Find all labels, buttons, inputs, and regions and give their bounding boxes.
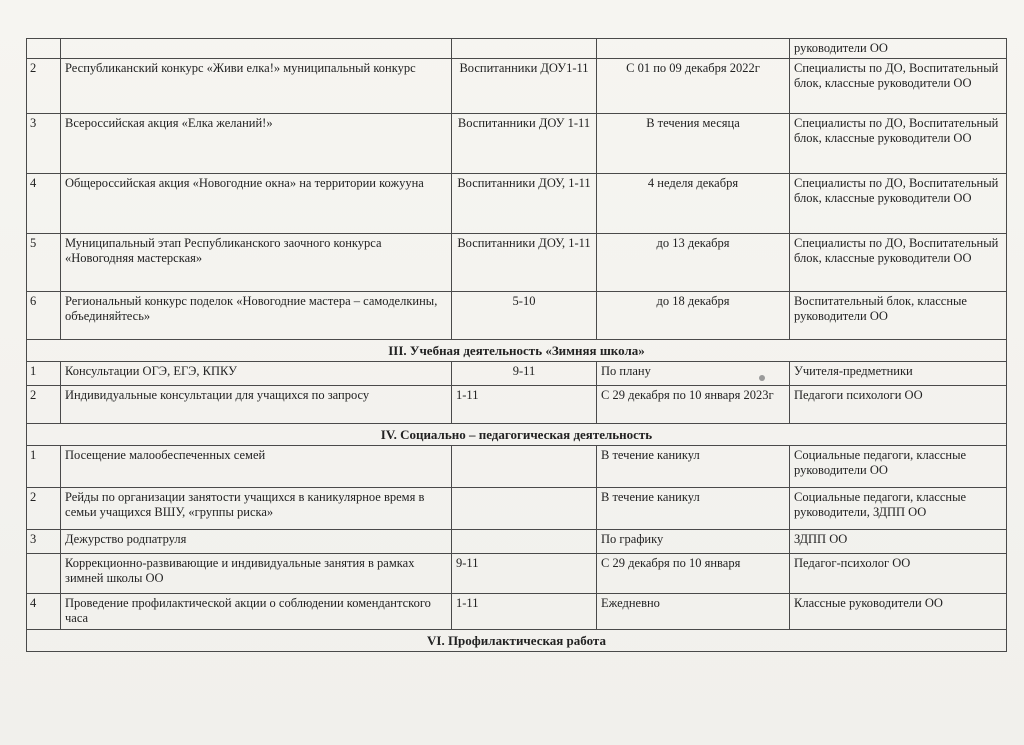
- cell-num: 1: [27, 446, 61, 488]
- cell-resp: Специалисты по ДО, Воспитательный блок, классные руководители ОО: [790, 234, 1007, 292]
- cell-participants: 9-11: [452, 554, 597, 594]
- cell-name: Региональный конкурс поделок «Новогодние мастера – самоделкины, объединяйтесь»: [61, 292, 452, 340]
- cell-num: 4: [27, 174, 61, 234]
- cell-num: 1: [27, 362, 61, 386]
- cell-participants: 1-11: [452, 594, 597, 630]
- table-row: [27, 114, 1007, 174]
- cell-name: Консультации ОГЭ, ЕГЭ, КПКУ: [61, 362, 452, 386]
- section-title: III. Учебная деятельность «Зимняя школа»: [27, 340, 1007, 362]
- cell-participants: Воспитанники ДОУ, 1-11: [452, 174, 597, 234]
- cell-num: 4: [27, 594, 61, 630]
- cell-name: Республиканский конкурс «Живи елка!» муниципальный конкурс: [61, 59, 452, 114]
- table-row: [27, 292, 1007, 340]
- cell-resp: Педагог-психолог ОО: [790, 554, 1007, 594]
- cell-participants: 9-11: [452, 362, 597, 386]
- cell-date: С 29 декабря по 10 января 2023г: [597, 386, 790, 424]
- cell-date: В течение каникул: [597, 488, 790, 530]
- cell-resp: Учителя-предметники: [790, 362, 1007, 386]
- cell-name: Индивидуальные консультации для учащихся по запросу: [61, 386, 452, 424]
- cell-participants: 1-11: [452, 386, 597, 424]
- cell-participants: [452, 488, 597, 530]
- table-row: [27, 530, 1007, 554]
- section-title: VI. Профилактическая работа: [27, 630, 1007, 652]
- table-row: [27, 59, 1007, 114]
- section-header: [27, 630, 1007, 652]
- cell-participants: Воспитанники ДОУ, 1-11: [452, 234, 597, 292]
- cell-date: С 29 декабря по 10 января: [597, 554, 790, 594]
- cell-date: Ежедневно: [597, 594, 790, 630]
- section-title: IV. Социально – педагогическая деятельность: [27, 424, 1007, 446]
- cell-num: 6: [27, 292, 61, 340]
- cell-num: 5: [27, 234, 61, 292]
- cell-participants: [452, 530, 597, 554]
- cell-date: до 13 декабря: [597, 234, 790, 292]
- cell-resp: Классные руководители ОО: [790, 594, 1007, 630]
- cell-name: Рейды по организации занятости учащихся в каникулярное время в семьи учащихся ВШУ, «группы риска»: [61, 488, 452, 530]
- cell-resp: ЗДПП ОО: [790, 530, 1007, 554]
- cell-resp: Социальные педагоги, классные руководители ОО: [790, 446, 1007, 488]
- events-table: [26, 38, 1007, 652]
- cell-resp: Специалисты по ДО, Воспитательный блок, классные руководители ОО: [790, 59, 1007, 114]
- cell-participants: [452, 446, 597, 488]
- table-row: [27, 554, 1007, 594]
- cell-resp: Специалисты по ДО, Воспитательный блок, классные руководители ОО: [790, 114, 1007, 174]
- cell-name: Общероссийская акция «Новогодние окна» на территории кожууна: [61, 174, 452, 234]
- cell-date: В течения месяца: [597, 114, 790, 174]
- section-header: [27, 340, 1007, 362]
- cell-num: 3: [27, 114, 61, 174]
- table-row: [27, 594, 1007, 630]
- cell-participants: Воспитанники ДОУ1-11: [452, 59, 597, 114]
- cell-participants: 5-10: [452, 292, 597, 340]
- cell-name: Всероссийская акция «Елка желаний!»: [61, 114, 452, 174]
- cell-participants: Воспитанники ДОУ 1-11: [452, 114, 597, 174]
- cell-num: 2: [27, 59, 61, 114]
- cell-resp: Социальные педагоги, классные руководители, ЗДПП ОО: [790, 488, 1007, 530]
- cell-name: Дежурство родпатруля: [61, 530, 452, 554]
- cell-date: В течение каникул: [597, 446, 790, 488]
- cell-date: до 18 декабря: [597, 292, 790, 340]
- table-row: [27, 446, 1007, 488]
- cell-name: Проведение профилактической акции о соблюдении комендантского часа: [61, 594, 452, 630]
- cell-resp: Педагоги психологи ОО: [790, 386, 1007, 424]
- section-header: [27, 424, 1007, 446]
- cell-resp: Специалисты по ДО, Воспитательный блок, классные руководители ОО: [790, 174, 1007, 234]
- cell-resp: Воспитательный блок, классные руководители ОО: [790, 292, 1007, 340]
- cell-num: 2: [27, 386, 61, 424]
- cell-date: По графику: [597, 530, 790, 554]
- cell-name: Коррекционно-развивающие и индивидуальные занятия в рамках зимней школы ОО: [61, 554, 452, 594]
- cell-num: 2: [27, 488, 61, 530]
- cell-date: По плану: [597, 362, 790, 386]
- table-row: [27, 362, 1007, 386]
- scan-speck: [759, 375, 765, 381]
- table-row: [27, 39, 1007, 59]
- cell-num: [27, 554, 61, 594]
- cell-date: 4 неделя декабря: [597, 174, 790, 234]
- table-row: [27, 488, 1007, 530]
- cell-name: Посещение малообеспеченных семей: [61, 446, 452, 488]
- cell-name: Муниципальный этап Республиканского заочного конкурса «Новогодняя мастерская»: [61, 234, 452, 292]
- table-row: [27, 174, 1007, 234]
- table-row: [27, 386, 1007, 424]
- cell-num: 3: [27, 530, 61, 554]
- cell-date: С 01 по 09 декабря 2022г: [597, 59, 790, 114]
- table-row: [27, 234, 1007, 292]
- cell-resp: руководители ОО: [790, 39, 1007, 59]
